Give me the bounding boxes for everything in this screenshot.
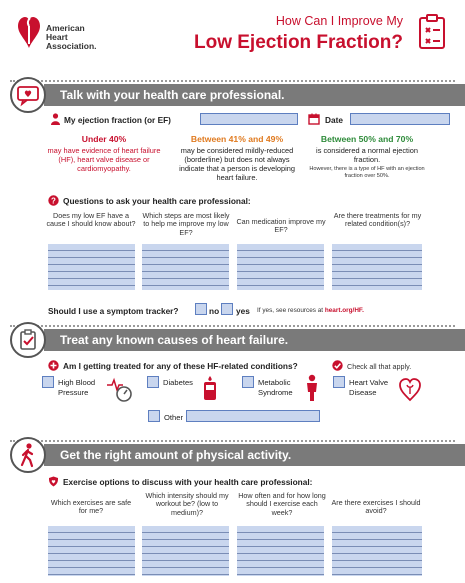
page-title-line-2: Low Ejection Fraction? <box>193 32 403 53</box>
answer-area-4[interactable] <box>332 244 422 290</box>
question-4: Are there treatments for my related condition(s)? <box>333 211 422 229</box>
exercise-question-4: Are there exercises I should avoid? <box>331 498 421 516</box>
clipboard-check-icon <box>12 324 44 356</box>
heart-valve-disease-checkbox[interactable] <box>333 376 345 388</box>
range-title: Under 40% <box>81 134 127 144</box>
tracker-note-text: If yes, see resources at <box>257 307 325 314</box>
section-heading-activity: Get the right amount of physical activity. <box>44 444 465 466</box>
questions-label: Questions to ask your health care professional: <box>63 196 251 206</box>
page-title-line-1: How Can I Improve My <box>275 14 403 28</box>
body-icon <box>304 374 320 402</box>
exercise-question: Exercise options to discuss with your health care professional: <box>63 477 313 487</box>
tracker-no-label: no <box>209 306 220 316</box>
range-title: Between 50% and 70% <box>320 134 414 144</box>
question-3: Can medication improve my EF? <box>236 217 326 235</box>
section-icon-circle <box>10 437 46 473</box>
check-icon <box>332 360 343 371</box>
question-1: Does my low EF have a cause I should know about? <box>46 211 136 229</box>
range-title: Between 41% and 49% <box>190 134 284 144</box>
exercise-answer-area-2[interactable] <box>142 526 229 576</box>
calendar-icon <box>308 113 320 125</box>
answer-area-3[interactable] <box>237 244 324 290</box>
exercise-question-1: Which exercises are safe for me? <box>50 498 132 516</box>
exercise-question-2: Which intensity should my workout be? (low to medium)? <box>145 491 229 517</box>
other-label: Other <box>164 413 183 422</box>
range-body: is considered a normal ejection fraction. <box>316 146 418 164</box>
clipboard-icon <box>418 14 446 50</box>
aha-torch-logo <box>16 14 42 50</box>
logo-line-1: American <box>46 23 85 33</box>
exercise-question-3: How often and for how long should I exercise each week? <box>238 491 326 517</box>
divider <box>10 325 455 327</box>
logo-line-3: Association. <box>46 41 97 51</box>
svg-text:?: ? <box>51 196 56 206</box>
section-heading-treat: Treat any known causes of heart failure. <box>44 329 465 351</box>
diabetes-checkbox[interactable] <box>147 376 159 388</box>
range-50-70 <box>308 134 426 179</box>
answer-area-2[interactable] <box>142 244 229 290</box>
question-icon <box>48 195 59 206</box>
tracker-yes-checkbox[interactable] <box>221 303 233 315</box>
exercise-answer-area-1[interactable] <box>48 526 135 576</box>
glucose-meter-icon <box>200 376 220 402</box>
conditions-question: Am I getting treated for any of these HF-related conditions? <box>63 361 298 371</box>
metabolic-syndrome-label: Metabolic Syndrome <box>258 378 293 397</box>
ef-input[interactable] <box>200 113 298 125</box>
date-input[interactable] <box>350 113 450 125</box>
ef-label: My ejection fraction (or EF) <box>64 115 171 125</box>
range-body: may have evidence of heart failure (HF), heart valve disease or cardiomyopathy. <box>47 146 161 173</box>
tracker-yes-label: yes <box>236 306 250 316</box>
exercise-answer-area-3[interactable] <box>237 526 324 576</box>
metabolic-syndrome-checkbox[interactable] <box>242 376 254 388</box>
tracker-question: Should I use a symptom tracker? <box>48 306 179 316</box>
range-under-40 <box>45 134 163 173</box>
range-41-49 <box>178 134 296 182</box>
person-icon <box>50 113 61 125</box>
section-heading-talk: Talk with your health care professional. <box>44 84 465 106</box>
divider <box>10 80 455 82</box>
blood-pressure-gauge-icon <box>106 375 134 403</box>
plus-icon <box>48 360 59 371</box>
tracker-no-checkbox[interactable] <box>195 303 207 315</box>
question-2: Which steps are most likely to help me improve my low EF? <box>142 211 230 237</box>
range-body: may be considered mildly-reduced (borderline) but does not always indicate that a person is developing heart failure. <box>179 146 295 182</box>
heart-org-link[interactable]: heart.org/HF. <box>324 307 364 314</box>
exercise-answer-area-4[interactable] <box>332 526 422 576</box>
heart-shield-icon <box>48 476 59 487</box>
chat-heart-icon <box>12 79 44 111</box>
heart-icon <box>398 376 422 402</box>
check-all-note: Check all that apply. <box>347 362 412 371</box>
date-label: Date <box>325 115 343 125</box>
other-checkbox[interactable] <box>148 410 160 422</box>
answer-area-1[interactable] <box>48 244 135 290</box>
tracker-note <box>257 307 364 314</box>
section-icon-circle <box>10 77 46 113</box>
divider <box>10 440 455 442</box>
diabetes-label: Diabetes <box>163 378 193 387</box>
section-icon-circle <box>10 322 46 358</box>
walking-person-icon <box>12 439 44 471</box>
high-blood-pressure-checkbox[interactable] <box>42 376 54 388</box>
logo-line-2: Heart <box>46 32 68 42</box>
range-note: However, there is a type of HF with an ejection fraction over 50%. <box>309 166 425 179</box>
logo-text <box>46 24 97 51</box>
high-blood-pressure-label: High Blood Pressure <box>58 378 96 397</box>
other-input[interactable] <box>186 410 320 422</box>
heart-valve-disease-label: Heart Valve Disease <box>349 378 389 397</box>
